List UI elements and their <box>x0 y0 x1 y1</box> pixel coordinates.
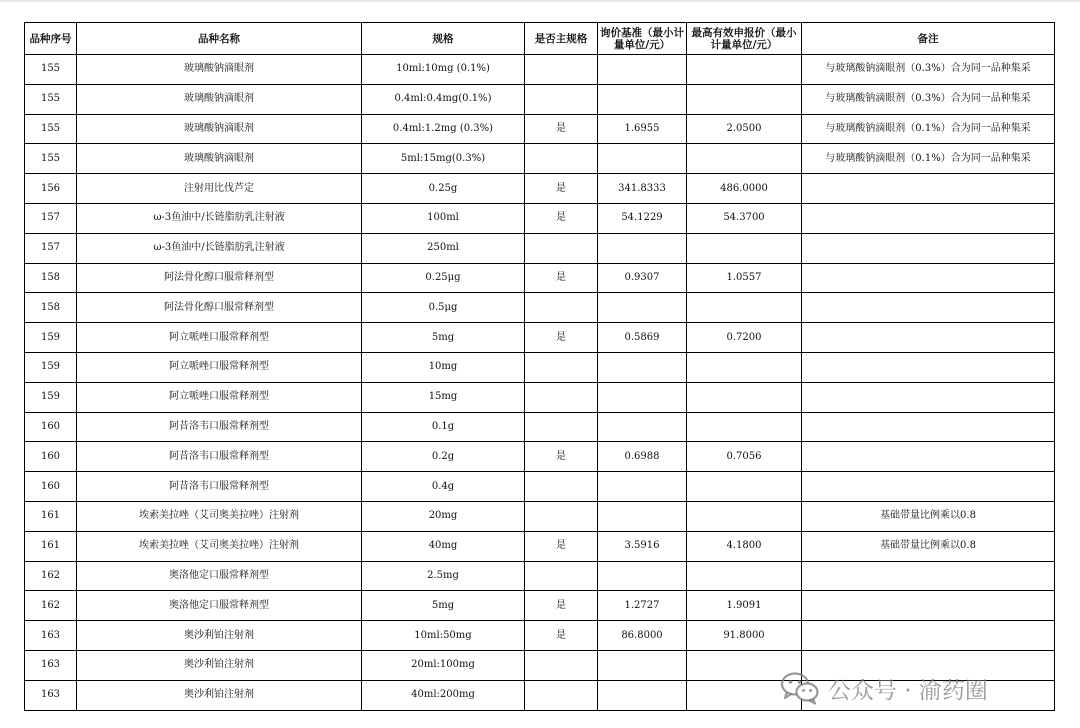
cell-note: 基础带量比例乘以0.8 <box>802 531 1055 561</box>
cell-name: 阿立哌唑口服常释剂型 <box>77 382 362 412</box>
cell-spec: 5ml:15mg(0.3%) <box>362 144 525 174</box>
table-row <box>25 144 1055 174</box>
cell-note <box>802 382 1055 412</box>
table-row <box>25 621 1055 651</box>
cell-note <box>802 174 1055 204</box>
cell-max-price: 486.0000 <box>687 174 802 204</box>
cell-base-price <box>598 382 687 412</box>
cell-name: 玻璃酸钠滴眼剂 <box>77 84 362 114</box>
table-row <box>25 591 1055 621</box>
cell-max-price: 54.3700 <box>687 203 802 233</box>
cell-spec: 10mg <box>362 352 525 382</box>
cell-name: 奥沙利铂注射剂 <box>77 680 362 710</box>
table-row <box>25 293 1055 323</box>
table-row <box>25 55 1055 85</box>
cell-id: 155 <box>25 55 77 85</box>
cell-name: 阿法骨化醇口服常释剂型 <box>77 263 362 293</box>
cell-name: 奥洛他定口服常释剂型 <box>77 591 362 621</box>
cell-id: 155 <box>25 84 77 114</box>
cell-max-price <box>687 382 802 412</box>
cell-note <box>802 561 1055 591</box>
table-row <box>25 263 1055 293</box>
cell-name: 阿昔洛韦口服常释剂型 <box>77 412 362 442</box>
cell-note <box>802 263 1055 293</box>
cell-note <box>802 412 1055 442</box>
cell-main-spec: 是 <box>525 323 598 353</box>
cell-spec: 2.5mg <box>362 561 525 591</box>
cell-spec: 20mg <box>362 501 525 531</box>
cell-id: 157 <box>25 233 77 263</box>
table-row <box>25 382 1055 412</box>
cell-spec: 20ml:100mg <box>362 650 525 680</box>
cell-note: 基础带量比例乘以0.8 <box>802 501 1055 531</box>
cell-main-spec <box>525 472 598 502</box>
cell-max-price <box>687 293 802 323</box>
header-base-price: 询价基准（最小计量单位/元） <box>598 23 687 55</box>
header-name: 品种名称 <box>77 23 362 55</box>
cell-id: 158 <box>25 293 77 323</box>
cell-note <box>802 203 1055 233</box>
table-row <box>25 233 1055 263</box>
cell-base-price <box>598 680 687 710</box>
cell-main-spec <box>525 501 598 531</box>
cell-spec: 250ml <box>362 233 525 263</box>
cell-max-price <box>687 472 802 502</box>
price-table <box>24 22 1055 711</box>
table-row <box>25 114 1055 144</box>
cell-id: 161 <box>25 531 77 561</box>
cell-max-price: 91.8000 <box>687 621 802 651</box>
cell-note <box>802 352 1055 382</box>
cell-name: 阿法骨化醇口服常释剂型 <box>77 293 362 323</box>
header-spec: 规格 <box>362 23 525 55</box>
top-rule <box>0 0 1080 2</box>
cell-spec: 5mg <box>362 323 525 353</box>
wechat-icon <box>780 671 820 705</box>
cell-base-price: 1.6955 <box>598 114 687 144</box>
cell-main-spec: 是 <box>525 621 598 651</box>
header-max-price: 最高有效申报价（最小计量单位/元） <box>687 23 802 55</box>
cell-base-price: 54.1229 <box>598 203 687 233</box>
cell-max-price: 4.1800 <box>687 531 802 561</box>
cell-spec: 0.4ml:1.2mg (0.3%) <box>362 114 525 144</box>
cell-id: 155 <box>25 114 77 144</box>
cell-main-spec <box>525 680 598 710</box>
table-row <box>25 531 1055 561</box>
cell-main-spec <box>525 352 598 382</box>
table-row <box>25 501 1055 531</box>
cell-base-price <box>598 561 687 591</box>
table-row <box>25 323 1055 353</box>
cell-base-price <box>598 650 687 680</box>
cell-id: 159 <box>25 382 77 412</box>
table-body <box>25 55 1055 711</box>
table-row <box>25 352 1055 382</box>
cell-main-spec <box>525 561 598 591</box>
cell-id: 157 <box>25 203 77 233</box>
cell-name: 玻璃酸钠滴眼剂 <box>77 144 362 174</box>
table-header-row <box>25 23 1055 55</box>
cell-base-price <box>598 293 687 323</box>
cell-main-spec <box>525 233 598 263</box>
cell-max-price: 2.0500 <box>687 114 802 144</box>
cell-spec: 40mg <box>362 531 525 561</box>
header-id: 品种序号 <box>25 23 77 55</box>
cell-main-spec <box>525 55 598 85</box>
cell-spec: 10ml:50mg <box>362 621 525 651</box>
cell-max-price: 1.0557 <box>687 263 802 293</box>
cell-base-price <box>598 352 687 382</box>
cell-base-price: 86.8000 <box>598 621 687 651</box>
watermark-text: 公众号 · 渝药圈 <box>828 677 988 704</box>
cell-max-price: 0.7200 <box>687 323 802 353</box>
cell-id: 158 <box>25 263 77 293</box>
header-main-spec: 是否主规格 <box>525 23 598 55</box>
cell-name: 奥洛他定口服常释剂型 <box>77 561 362 591</box>
cell-base-price: 341.8333 <box>598 174 687 204</box>
cell-spec: 0.4g <box>362 472 525 502</box>
cell-base-price: 0.5869 <box>598 323 687 353</box>
cell-id: 160 <box>25 472 77 502</box>
table-row <box>25 561 1055 591</box>
cell-main-spec: 是 <box>525 114 598 144</box>
cell-main-spec: 是 <box>525 442 598 472</box>
cell-base-price <box>598 84 687 114</box>
cell-note: 与玻璃酸钠滴眼剂（0.1%）合为同一品种集采 <box>802 114 1055 144</box>
cell-name: ω-3鱼油中/长链脂肪乳注射液 <box>77 203 362 233</box>
cell-base-price <box>598 55 687 85</box>
cell-spec: 5mg <box>362 591 525 621</box>
cell-base-price <box>598 233 687 263</box>
cell-max-price <box>687 561 802 591</box>
cell-spec: 0.2g <box>362 442 525 472</box>
cell-main-spec <box>525 84 598 114</box>
cell-note: 与玻璃酸钠滴眼剂（0.3%）合为同一品种集采 <box>802 55 1055 85</box>
cell-name: 阿昔洛韦口服常释剂型 <box>77 442 362 472</box>
cell-name: 阿昔洛韦口服常释剂型 <box>77 472 362 502</box>
cell-main-spec <box>525 382 598 412</box>
cell-id: 163 <box>25 680 77 710</box>
cell-max-price <box>687 84 802 114</box>
table-row <box>25 412 1055 442</box>
watermark <box>780 668 988 708</box>
cell-note <box>802 293 1055 323</box>
cell-spec: 0.4ml:0.4mg(0.1%) <box>362 84 525 114</box>
cell-max-price <box>687 55 802 85</box>
cell-spec: 0.1g <box>362 412 525 442</box>
cell-main-spec <box>525 144 598 174</box>
cell-id: 161 <box>25 501 77 531</box>
cell-name: 埃索美拉唑（艾司奥美拉唑）注射剂 <box>77 501 362 531</box>
cell-id: 162 <box>25 591 77 621</box>
cell-main-spec: 是 <box>525 174 598 204</box>
table-row <box>25 84 1055 114</box>
cell-spec: 0.25μg <box>362 263 525 293</box>
cell-main-spec: 是 <box>525 591 598 621</box>
cell-base-price: 1.2727 <box>598 591 687 621</box>
cell-note <box>802 472 1055 502</box>
cell-name: 玻璃酸钠滴眼剂 <box>77 55 362 85</box>
cell-note <box>802 442 1055 472</box>
cell-main-spec <box>525 650 598 680</box>
cell-base-price <box>598 472 687 502</box>
cell-id: 162 <box>25 561 77 591</box>
table-row <box>25 472 1055 502</box>
cell-base-price: 3.5916 <box>598 531 687 561</box>
cell-name: 阿立哌唑口服常释剂型 <box>77 323 362 353</box>
cell-spec: 0.5μg <box>362 293 525 323</box>
cell-note <box>802 323 1055 353</box>
cell-name: 注射用比伐芦定 <box>77 174 362 204</box>
cell-spec: 10ml:10mg (0.1%) <box>362 55 525 85</box>
cell-base-price <box>598 144 687 174</box>
cell-name: ω-3鱼油中/长链脂肪乳注射液 <box>77 233 362 263</box>
header-note: 备注 <box>802 23 1055 55</box>
cell-note <box>802 591 1055 621</box>
cell-main-spec <box>525 293 598 323</box>
cell-max-price <box>687 412 802 442</box>
cell-spec: 0.25g <box>362 174 525 204</box>
cell-id: 163 <box>25 650 77 680</box>
cell-id: 160 <box>25 412 77 442</box>
cell-max-price <box>687 501 802 531</box>
cell-base-price <box>598 412 687 442</box>
cell-spec: 100ml <box>362 203 525 233</box>
cell-name: 阿立哌唑口服常释剂型 <box>77 352 362 382</box>
cell-id: 156 <box>25 174 77 204</box>
cell-note: 与玻璃酸钠滴眼剂（0.1%）合为同一品种集采 <box>802 144 1055 174</box>
cell-name: 奥沙利铂注射剂 <box>77 650 362 680</box>
cell-note <box>802 233 1055 263</box>
cell-note <box>802 621 1055 651</box>
cell-main-spec: 是 <box>525 531 598 561</box>
cell-spec: 40ml:200mg <box>362 680 525 710</box>
cell-name: 埃索美拉唑（艾司奥美拉唑）注射剂 <box>77 531 362 561</box>
cell-main-spec: 是 <box>525 203 598 233</box>
cell-id: 155 <box>25 144 77 174</box>
cell-base-price: 0.6988 <box>598 442 687 472</box>
cell-max-price <box>687 144 802 174</box>
cell-max-price: 0.7056 <box>687 442 802 472</box>
cell-id: 163 <box>25 621 77 651</box>
cell-id: 160 <box>25 442 77 472</box>
cell-base-price: 0.9307 <box>598 263 687 293</box>
cell-max-price: 1.9091 <box>687 591 802 621</box>
cell-max-price <box>687 233 802 263</box>
cell-name: 奥沙利铂注射剂 <box>77 621 362 651</box>
cell-base-price <box>598 501 687 531</box>
cell-main-spec: 是 <box>525 263 598 293</box>
cell-main-spec <box>525 412 598 442</box>
table-row <box>25 174 1055 204</box>
cell-id: 159 <box>25 323 77 353</box>
table-row <box>25 442 1055 472</box>
cell-id: 159 <box>25 352 77 382</box>
cell-spec: 15mg <box>362 382 525 412</box>
cell-note: 与玻璃酸钠滴眼剂（0.3%）合为同一品种集采 <box>802 84 1055 114</box>
cell-name: 玻璃酸钠滴眼剂 <box>77 114 362 144</box>
cell-max-price <box>687 352 802 382</box>
table-row <box>25 203 1055 233</box>
